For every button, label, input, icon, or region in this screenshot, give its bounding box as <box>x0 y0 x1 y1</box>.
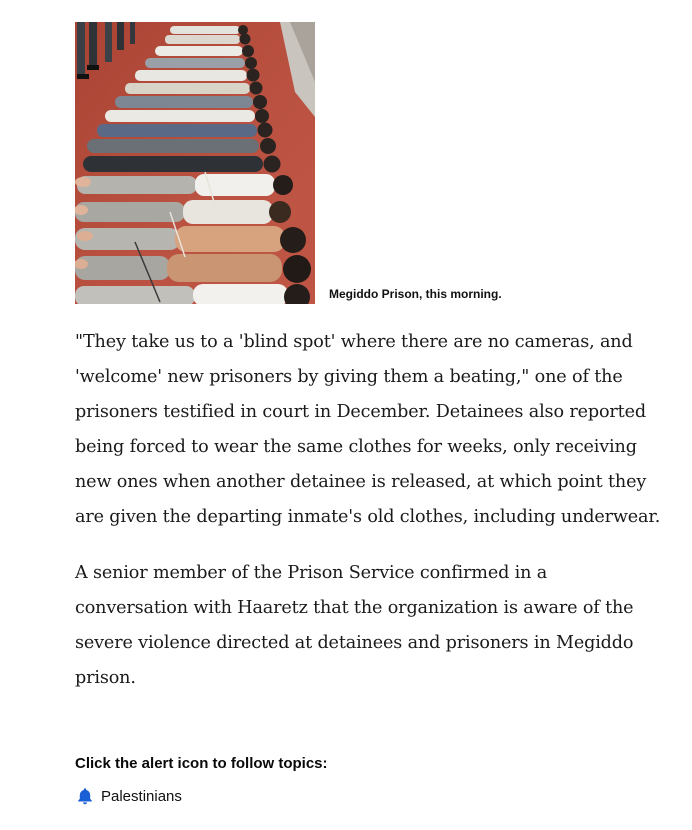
article-paragraph: "They take us to a 'blind spot' where there are no cameras, and 'welcome' new prisoners by giving them a beating," one of the prisoners testified in court in December. Detainees also reported being forced to wear the same clothes for weeks, only receiving new ones when another detainee is released, at which point they are given the departing inmate's old clothes, including underwear. <box>75 332 661 527</box>
topic-item-palestinians[interactable] <box>75 786 575 806</box>
follow-topics-section <box>75 755 575 806</box>
article-body <box>75 325 665 716</box>
prison-photo[interactable] <box>75 22 315 304</box>
photo-icon <box>75 22 315 304</box>
article-paragraph: A senior member of the Prison Service confirmed in a conversation with Haaretz that the organization is aware of the severe violence directed at detainees and prisoners in Megiddo prison. <box>75 563 634 688</box>
article-figure <box>75 22 515 306</box>
photo-caption: Megiddo Prison, this morning. <box>329 287 502 301</box>
follow-topics-heading: Click the alert icon to follow topics: <box>75 755 328 772</box>
bell-icon[interactable] <box>75 786 95 806</box>
topic-label[interactable]: Palestinians <box>101 787 182 805</box>
